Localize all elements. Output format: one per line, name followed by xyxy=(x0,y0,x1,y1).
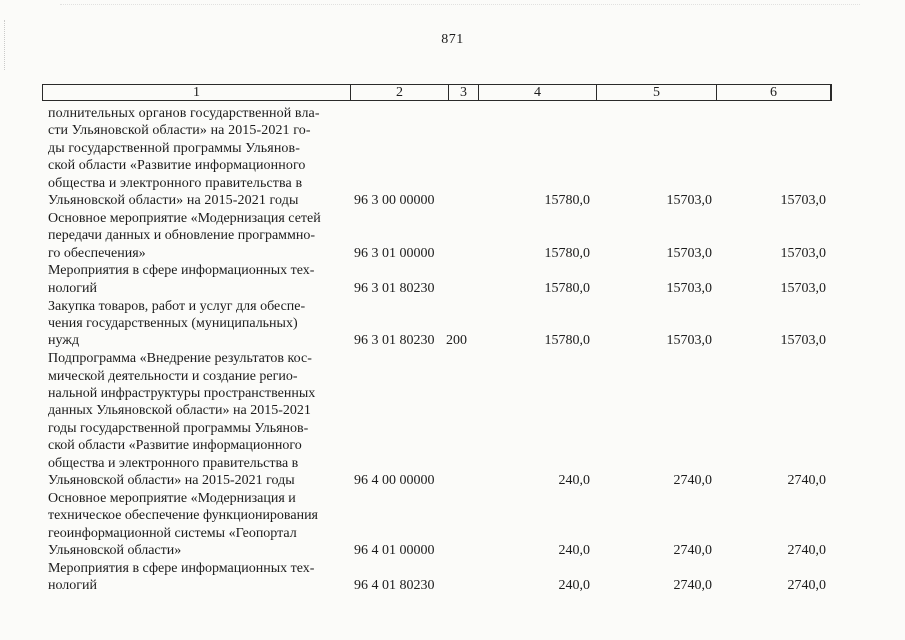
row-value-col6: 2740,0 xyxy=(787,543,826,559)
row-value-col6: 2740,0 xyxy=(787,578,826,594)
description-line: Основное мероприятие «Модернизация и xyxy=(48,490,296,506)
scan-artifact-top xyxy=(60,4,860,11)
budget-table-body xyxy=(48,105,838,595)
row-description xyxy=(48,350,344,489)
description-line: годы государственной программы Ульянов- xyxy=(48,420,309,436)
row-code: 96 4 01 00000 xyxy=(354,543,435,559)
description-line: Основное мероприятие «Модернизация сетей xyxy=(48,210,321,226)
description-line: нологий xyxy=(48,578,98,594)
description-line: го обеспечения» xyxy=(48,245,146,261)
table-row xyxy=(48,105,838,209)
row-description xyxy=(48,490,344,560)
row-value-col4: 15780,0 xyxy=(544,280,590,296)
description-line: полнительных органов государственной вла- xyxy=(48,106,320,121)
description-line: Закупка товаров, работ и услуг для обеспе- xyxy=(48,298,306,314)
row-value-col4: 15780,0 xyxy=(544,333,590,349)
row-value-col6: 15703,0 xyxy=(780,280,826,296)
row-value-col5: 15703,0 xyxy=(666,280,712,296)
row-value-col6: 15703,0 xyxy=(780,245,826,261)
header-cell-2: 2 xyxy=(351,85,449,100)
table-row xyxy=(48,350,838,489)
description-line: общества и электронного правительства в xyxy=(48,455,299,471)
header-cell-3: 3 xyxy=(449,85,479,100)
table-row xyxy=(48,298,838,350)
table-column-header xyxy=(42,84,832,101)
row-value-col4: 240,0 xyxy=(558,473,590,489)
description-line: геоинформационной системы «Геопортал xyxy=(48,525,297,541)
row-value-col4: 240,0 xyxy=(558,578,590,594)
header-cell-6: 6 xyxy=(770,85,777,100)
row-value-col5: 15703,0 xyxy=(666,245,712,261)
page-number: 871 xyxy=(441,32,464,47)
row-description xyxy=(48,262,344,297)
description-line: нологий xyxy=(48,280,98,296)
row-code: 96 3 01 00000 xyxy=(354,245,435,261)
description-line: Ульяновской области» на 2015-2021 годы xyxy=(48,193,299,209)
description-line: техническое обеспечение функционирования xyxy=(48,508,318,524)
description-line: Мероприятия в сфере информационных тех- xyxy=(48,263,315,279)
description-line: Мероприятия в сфере информационных тех- xyxy=(48,560,315,576)
description-line: сти Ульяновской области» на 2015-2021 го- xyxy=(48,123,311,139)
description-line: ской области «Развитие информационного xyxy=(48,438,302,454)
row-description xyxy=(48,210,344,262)
description-line: Подпрограмма «Внедрение результатов кос- xyxy=(48,351,312,367)
table-row xyxy=(48,490,838,560)
row-value-col5: 2740,0 xyxy=(673,578,712,594)
table-row xyxy=(48,560,838,595)
row-code: 96 3 01 80230 xyxy=(354,280,435,296)
description-line: данных Ульяновской области» на 2015-2021 xyxy=(48,403,311,419)
description-line: чения государственных (муниципальных) xyxy=(48,316,298,332)
description-line: нужд xyxy=(48,333,80,349)
row-value-col6: 15703,0 xyxy=(780,333,826,349)
row-code: 96 4 00 00000 xyxy=(354,473,435,489)
row-description xyxy=(48,105,344,209)
table-row xyxy=(48,210,838,262)
row-value-col5: 15703,0 xyxy=(666,193,712,209)
row-description xyxy=(48,560,344,595)
description-line: передачи данных и обновление программно- xyxy=(48,228,316,244)
row-code: 96 3 01 80230 xyxy=(354,333,435,349)
description-line: Ульяновской области» на 2015-2021 годы xyxy=(48,473,295,489)
description-line: ды государственной программы Ульянов- xyxy=(48,140,300,156)
header-cell-1: 1 xyxy=(43,85,351,100)
row-value-col5: 2740,0 xyxy=(673,543,712,559)
row-value-col6: 2740,0 xyxy=(787,473,826,489)
row-value-col4: 15780,0 xyxy=(544,245,590,261)
row-description xyxy=(48,298,344,350)
header-cell-4: 4 xyxy=(479,85,597,100)
row-expense-type: 200 xyxy=(446,333,467,349)
header-cell-5: 5 xyxy=(597,85,717,100)
row-value-col5: 2740,0 xyxy=(673,473,712,489)
description-line: нальной инфраструктуры пространственных xyxy=(48,386,316,402)
row-value-col5: 15703,0 xyxy=(666,333,712,349)
description-line: Ульяновской области» xyxy=(48,543,182,559)
row-code: 96 3 00 00000 xyxy=(354,193,435,209)
description-line: ской области «Развитие информационного xyxy=(48,158,306,174)
row-value-col4: 240,0 xyxy=(558,543,590,559)
description-line: мической деятельности и создание регио- xyxy=(48,368,298,384)
table-row xyxy=(48,262,838,297)
row-value-col6: 15703,0 xyxy=(780,193,826,209)
row-code: 96 4 01 80230 xyxy=(354,578,435,594)
description-line: общества и электронного правительства в xyxy=(48,175,303,191)
row-value-col4: 15780,0 xyxy=(544,193,590,209)
